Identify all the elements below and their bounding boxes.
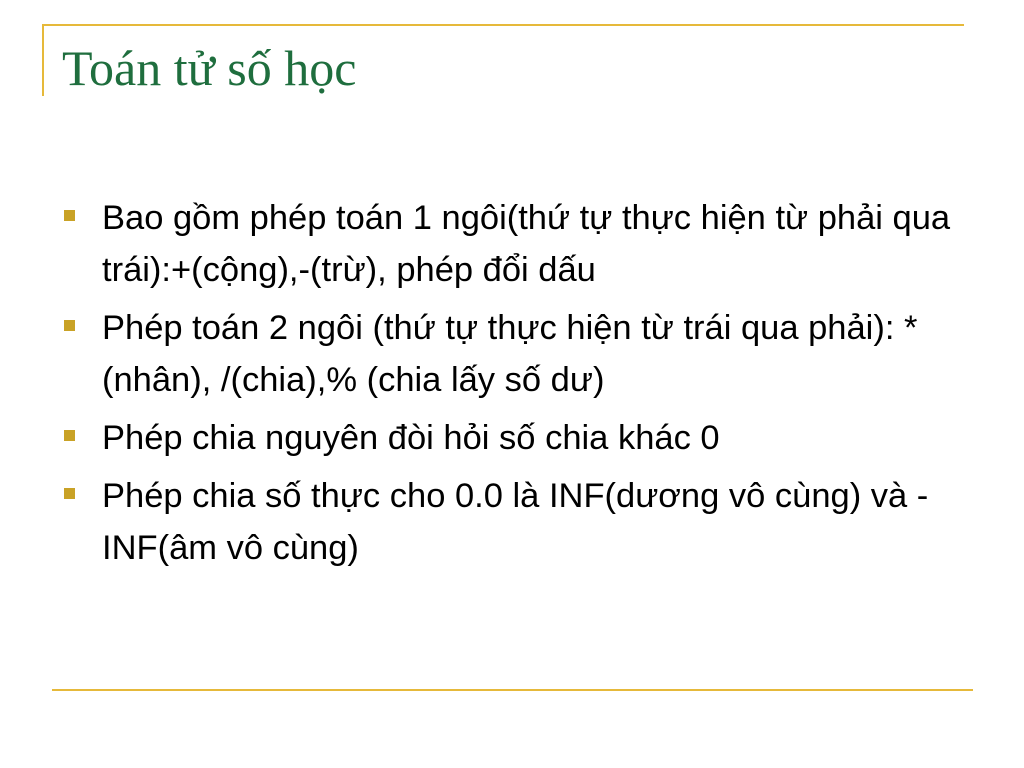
bullet-text: Phép chia nguyên đòi hỏi số chia khác 0 [102, 419, 720, 457]
square-bullet-icon [64, 430, 75, 441]
bullet-item [64, 470, 964, 574]
left-rule [42, 24, 44, 96]
top-rule [42, 24, 964, 26]
bullet-text: Bao gồm phép toán 1 ngôi(thứ tự thực hiện từ phải qua trái):+(cộng),-(trừ), phép đổi dấu [102, 199, 951, 289]
square-bullet-icon [64, 488, 75, 499]
bullet-text: Phép chia số thực cho 0.0 là INF(dương vô cùng) và -INF(âm vô cùng) [102, 477, 929, 567]
square-bullet-icon [64, 320, 75, 331]
bullet-item [64, 412, 964, 464]
bottom-rule [52, 689, 973, 691]
slide-title: Toán tử số học [62, 40, 357, 96]
bullet-item [64, 302, 964, 406]
bullet-list [64, 192, 964, 580]
bullet-item [64, 192, 964, 296]
bullet-text: Phép toán 2 ngôi (thứ tự thực hiện từ trái qua phải): *(nhân), /(chia),% (chia lấy số dư) [102, 309, 918, 399]
square-bullet-icon [64, 210, 75, 221]
